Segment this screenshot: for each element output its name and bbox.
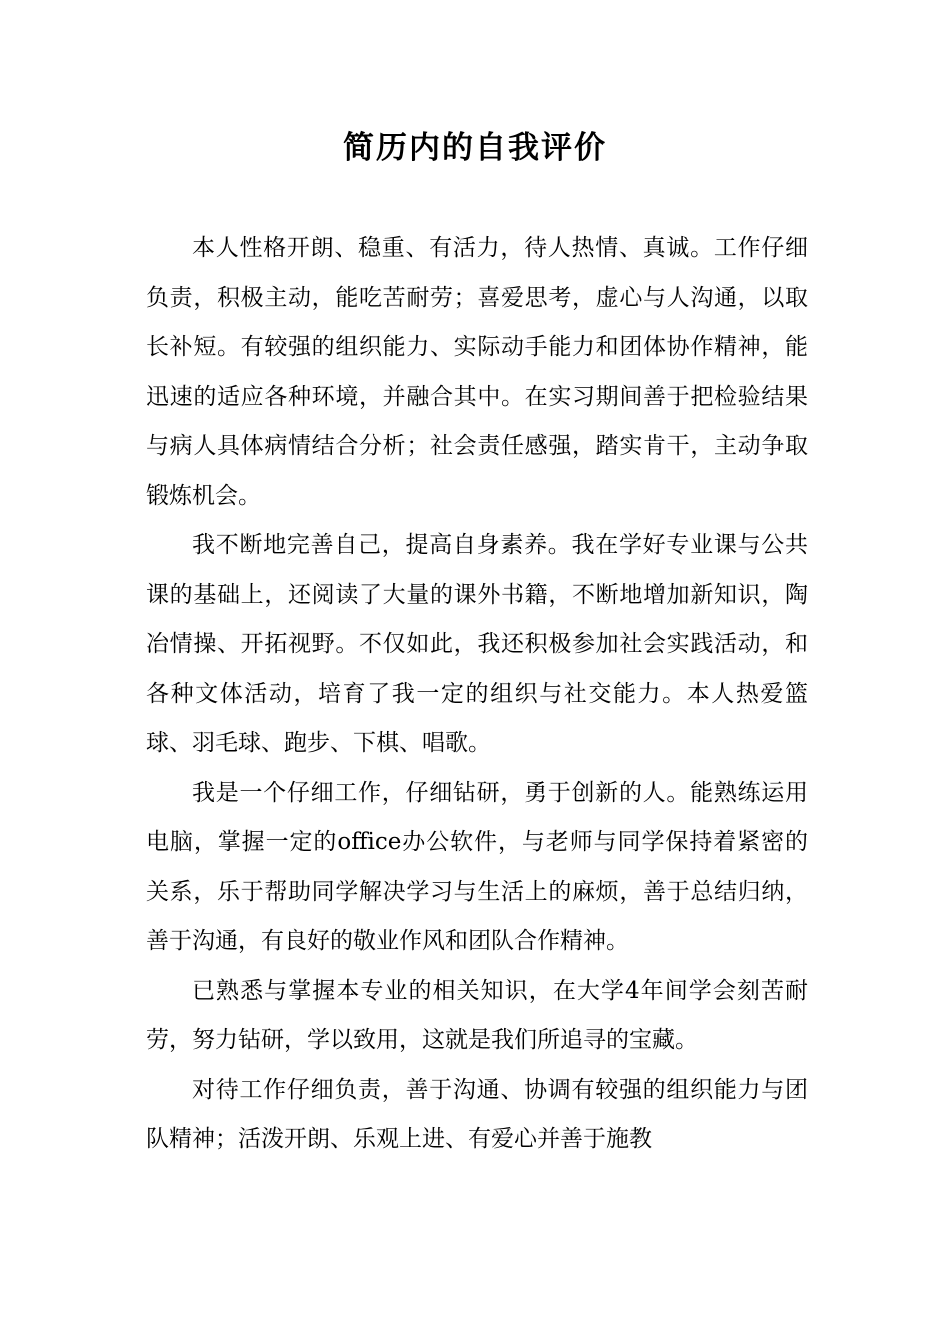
paragraph-3: 我是一个仔细工作，仔细钻研，勇于创新的人。能熟练运用电脑，掌握一定的office办公软件，与老师与同学保持着紧密的关系，乐于帮助同学解决学习与生活上的麻烦，善于总结归纳，善于沟通，有良好的敬业作风和团队合作精神。 [146,779,808,954]
paragraph-2: 我不断地完善自己，提高自身素养。我在学好专业课与公共课的基础上，还阅读了大量的课外书籍，不断地增加新知识，陶冶情操、开拓视野。不仅如此，我还积极参加社会实践活动，和各种文体活动，培育了我一定的组织与社交能力。本人热爱篮球、羽毛球、跑步、下棋、唱歌。 [146,532,808,756]
document-body [146,224,808,1165]
paragraph-5: 对待工作仔细负责，善于沟通、协调有较强的组织能力与团队精神；活泼开朗、乐观上进、有爱心并善于施教 [146,1076,808,1152]
paragraph-1: 本人性格开朗、稳重、有活力，待人热情、真诚。工作仔细负责，积极主动，能吃苦耐劳；喜爱思考，虚心与人沟通，以取长补短。有较强的组织能力、实际动手能力和团体协作精神，能迅速的适应各种环境，并融合其中。在实习期间善于把检验结果与病人具体病情结合分析；社会责任感强，踏实肯干，主动争取锻炼机会。 [146,235,808,509]
paragraph-4: 已熟悉与掌握本专业的相关知识，在大学4年间学会刻苦耐劳，努力钻研，学以致用，这就是我们所追寻的宝藏。 [146,977,808,1053]
document-title: 简历内的自我评价 [343,130,607,166]
